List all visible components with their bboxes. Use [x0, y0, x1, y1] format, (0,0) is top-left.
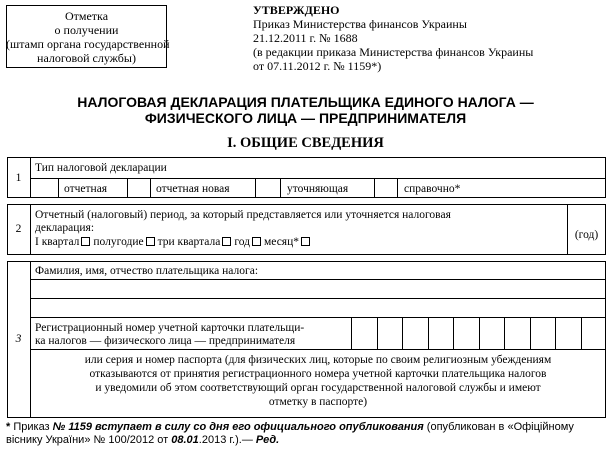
approval-heading: УТВЕРЖДЕНО: [253, 3, 340, 17]
footnote-marker: *: [6, 421, 11, 433]
period-q3-label: три квартала: [157, 236, 221, 248]
reg-digit-cell[interactable]: [453, 317, 479, 349]
row3-reg-label-line-2: ка налогов — физического лица — предпринимателя: [35, 335, 296, 347]
period-month-label: месяц*: [264, 236, 299, 248]
footnote-line-1: [6, 421, 574, 434]
reg-digit-cell[interactable]: [351, 317, 377, 349]
footnote-date: 08.01: [171, 434, 199, 446]
row2-periods: [35, 236, 313, 249]
section-heading: I. ОБЩИЕ СВЕДЕНИЯ: [227, 135, 384, 151]
reg-digit-cell[interactable]: [428, 317, 454, 349]
reg-digit-cell[interactable]: [402, 317, 428, 349]
row3-name-label: Фамилия, имя, отчество плательщика налога:: [35, 265, 259, 277]
period-q1-label: I квартал: [35, 236, 80, 248]
passport-line-3: и уведомили об этом соответствующий орган государственной налоговой службы и имеют: [95, 382, 541, 394]
row2-num-divider: [30, 204, 31, 255]
title-line-2: ФИЗИЧЕСКОГО ЛИЦА — ПРЕДПРИНИМАТЕЛЯ: [144, 110, 467, 126]
footnote-middle: (опубликован в «Офіційному: [423, 421, 574, 433]
row1-cb3-left: [280, 178, 281, 198]
footnote-prefix: Приказ: [13, 421, 53, 433]
row1-option-2: отчетная новая: [156, 183, 230, 195]
row1-cb2-right: [127, 178, 128, 198]
row3-hline-4: [30, 349, 605, 350]
row3-reg-label-line-1: Регистрационный номер учетной карточки плательщи-: [35, 322, 305, 334]
row1-cb3-right: [255, 178, 256, 198]
reg-digit-cell[interactable]: [504, 317, 530, 349]
passport-line-1: или серия и номер паспорта (для физических лиц, которые по своим религиозным убеждениям: [84, 354, 552, 366]
reg-digit-cell[interactable]: [581, 317, 607, 349]
row1-number: 1: [15, 172, 22, 184]
row3-hline-1: [30, 279, 605, 280]
year-label: (год): [574, 229, 599, 241]
row1-cb2-left: [150, 178, 151, 198]
reg-digit-cell[interactable]: [377, 317, 403, 349]
row1-option-1: отчетная: [64, 183, 108, 195]
stamp-line-2: о получении: [54, 23, 119, 37]
footnote-line-2: [6, 434, 279, 447]
row3-number: 3: [15, 333, 22, 345]
period-year-checkbox[interactable]: [252, 237, 261, 246]
footnote-signature: Ред.: [255, 434, 280, 446]
passport-line-2: отказываются от принятия регистрационного номера учетной карточки плательщика налогов: [89, 368, 547, 380]
stamp-line-3: (штамп органа государственной: [6, 37, 170, 51]
row2-label-line-1: Отчетный (налоговый) период, за который представляется или уточняется налоговая: [35, 209, 451, 221]
row2-label-line-2: декларация:: [35, 222, 95, 234]
period-month-checkbox[interactable]: [301, 237, 310, 246]
row1-cb4-right: [374, 178, 375, 198]
period-q3-checkbox[interactable]: [222, 237, 231, 246]
stamp-line-4: налоговой службы): [37, 51, 136, 65]
approval-line-3: (в редакции приказа Министерства финансов Украины: [253, 45, 534, 59]
row1-option-4: справочно*: [404, 183, 461, 195]
period-q1-checkbox[interactable]: [81, 237, 90, 246]
passport-line-4: отметку в паспорте): [268, 396, 368, 408]
period-year-label: год: [234, 236, 251, 248]
approval-line-1: Приказ Министерства финансов Украины: [253, 17, 467, 31]
period-half-label: полугодие: [93, 236, 144, 248]
approval-line-2: 21.12.2011 г. № 1688: [253, 31, 358, 45]
footnote-bold-italic: № 1159 вступает в силу со дня его официального опубликования: [52, 421, 424, 433]
approval-line-4: от 07.11.2012 г. № 1159*): [253, 59, 382, 73]
reg-number-grid[interactable]: [351, 317, 606, 349]
row1-cb4-left: [397, 178, 398, 198]
row2-number: 2: [15, 223, 22, 235]
row1-cb1-left: [58, 178, 59, 198]
reg-digit-cell[interactable]: [479, 317, 505, 349]
footnote-line2-mid: .2013 г.).—: [198, 434, 256, 446]
row1-option-3: уточняющая: [287, 183, 349, 195]
title-line-1: НАЛОГОВАЯ ДЕКЛАРАЦИЯ ПЛАТЕЛЬЩИКА ЕДИНОГО НАЛОГА —: [77, 94, 534, 110]
footnote-line2-start: віснику України» № 100/2012 от: [6, 434, 172, 446]
row3-hline-2: [30, 298, 605, 299]
row1-hline: [30, 178, 605, 179]
reg-digit-cell[interactable]: [555, 317, 581, 349]
row1-label: Тип налоговой декларации: [35, 162, 167, 174]
period-half-checkbox[interactable]: [146, 237, 155, 246]
stamp-line-1: Отметка: [64, 9, 109, 23]
reg-digit-cell[interactable]: [530, 317, 556, 349]
